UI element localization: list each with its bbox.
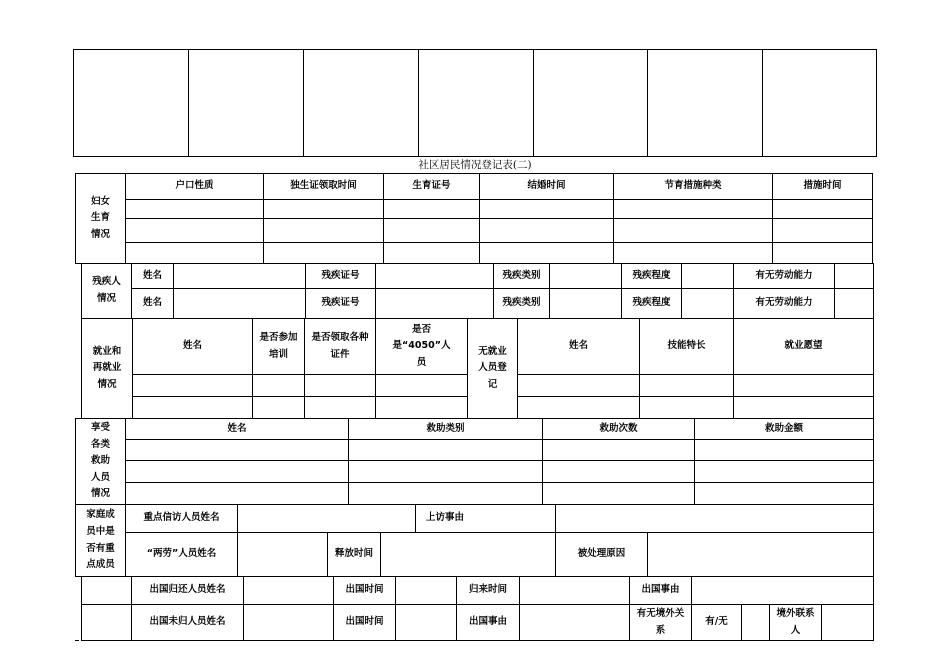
- form-cell: [82, 577, 132, 605]
- form-cell[interactable]: [614, 200, 773, 219]
- top-grid-cell: [419, 50, 534, 157]
- punish-reason-label: 被处理原因: [556, 533, 648, 577]
- employment-section: [81, 318, 874, 419]
- header-contraception-type: 节育措施种类: [614, 174, 773, 200]
- form-cell[interactable]: [126, 461, 349, 483]
- form-cell[interactable]: [376, 289, 494, 319]
- form-cell[interactable]: [835, 289, 874, 319]
- form-cell[interactable]: [550, 289, 622, 319]
- form-cell[interactable]: [174, 264, 306, 289]
- form-cell[interactable]: [695, 440, 874, 461]
- form-cell[interactable]: [381, 533, 556, 577]
- form-cell[interactable]: [384, 219, 480, 243]
- emp-header-certs: 是否领取各种证件: [305, 319, 376, 375]
- form-cell[interactable]: [543, 461, 695, 483]
- form-cell[interactable]: [384, 200, 480, 219]
- form-cell[interactable]: [480, 219, 614, 243]
- disabled-section: [81, 263, 874, 319]
- form-cell[interactable]: [640, 397, 734, 419]
- petition-matter-label: 上访事由: [416, 505, 556, 533]
- header-measure-time: 措施时间: [773, 174, 873, 200]
- relief-header-type: 救助类别: [349, 419, 543, 440]
- form-cell[interactable]: [133, 375, 253, 397]
- form-cell[interactable]: [384, 243, 480, 264]
- form-cell[interactable]: [305, 397, 376, 419]
- form-cell[interactable]: [264, 200, 384, 219]
- form-cell[interactable]: [376, 375, 468, 397]
- form-cell[interactable]: [543, 440, 695, 461]
- form-cell[interactable]: [695, 461, 874, 483]
- form-cell[interactable]: [126, 440, 349, 461]
- disabled-labor-label: 有无劳动能力: [734, 264, 835, 289]
- exit-time-label: 出国时间: [334, 577, 396, 605]
- unemp-header-name: 姓名: [518, 319, 640, 375]
- form-cell[interactable]: [253, 397, 305, 419]
- women-label: 妇女生育情况: [76, 174, 126, 264]
- top-grid: [73, 49, 877, 157]
- form-cell[interactable]: [550, 264, 622, 289]
- exit-reason-label: 出国事由: [630, 577, 692, 605]
- unemp-header-wish: 就业愿望: [734, 319, 874, 375]
- header-license-time: 独生证领取时间: [264, 174, 384, 200]
- form-cell[interactable]: [376, 264, 494, 289]
- form-cell[interactable]: [742, 605, 770, 641]
- exit-reason-label: 出国事由: [457, 605, 520, 641]
- returned-name-label: 出国归还人员姓名: [132, 577, 244, 605]
- form-cell[interactable]: [126, 219, 264, 243]
- form-cell[interactable]: [396, 577, 457, 605]
- disabled-name-label: 姓名: [132, 289, 174, 319]
- form-cell[interactable]: [518, 397, 640, 419]
- header-marriage-time: 结婚时间: [480, 174, 614, 200]
- top-grid-cell: [189, 50, 304, 157]
- key-persons-label: 家庭成员中是否有重点成员: [76, 505, 126, 577]
- disabled-type-label: 残疾类别: [494, 264, 550, 289]
- form-cell[interactable]: [264, 219, 384, 243]
- form-cell[interactable]: [480, 243, 614, 264]
- release-time-label: 释放时间: [328, 533, 381, 577]
- form-cell[interactable]: [773, 219, 873, 243]
- disabled-cert-label: 残疾证号: [306, 289, 376, 319]
- form-cell[interactable]: [682, 289, 734, 319]
- form-cell[interactable]: [133, 397, 253, 419]
- disabled-type-label: 残疾类别: [494, 289, 550, 319]
- form-cell[interactable]: [520, 577, 630, 605]
- form-cell[interactable]: [396, 605, 457, 641]
- form-cell[interactable]: [614, 243, 773, 264]
- form-cell[interactable]: [244, 577, 334, 605]
- relief-label: 享受各类救助人员情况: [76, 419, 126, 505]
- top-grid-cell: [534, 50, 648, 157]
- form-cell[interactable]: [773, 200, 873, 219]
- form-cell[interactable]: [682, 264, 734, 289]
- form-cell[interactable]: [695, 483, 874, 505]
- form-cell: [82, 605, 132, 641]
- return-time-label: 归来时间: [457, 577, 520, 605]
- employment-label: 就业和再就业情况: [82, 319, 133, 419]
- header-birth-cert: 生育证号: [384, 174, 480, 200]
- form-cell[interactable]: [238, 533, 328, 577]
- page-title: 社区居民情况登记表(二): [418, 159, 532, 171]
- abroad-section: [81, 576, 874, 641]
- form-cell[interactable]: [648, 533, 874, 577]
- header-hukou: 户口性质: [126, 174, 264, 200]
- form-cell[interactable]: [692, 577, 874, 605]
- top-grid-cell: [74, 50, 189, 157]
- form-cell[interactable]: [734, 397, 874, 419]
- disabled-degree-label: 残疾程度: [622, 264, 682, 289]
- disabled-label: 残疾人情况: [82, 264, 132, 319]
- women-section: [75, 173, 873, 264]
- form-cell[interactable]: [174, 289, 306, 319]
- emp-header-4050: 是否是“4050”人员: [376, 319, 468, 375]
- two-labor-name-label: “两劳”人员姓名: [126, 533, 238, 577]
- form-cell[interactable]: [126, 243, 264, 264]
- overseas-relation-label: 有无境外关系: [630, 605, 692, 641]
- form-cell[interactable]: [614, 219, 773, 243]
- form-cell[interactable]: [126, 483, 349, 505]
- key-persons-section: [75, 504, 874, 577]
- relief-header-name: 姓名: [126, 419, 349, 440]
- disabled-degree-label: 残疾程度: [622, 289, 682, 319]
- unemployed-label: 无就业人员登记: [468, 319, 518, 419]
- emp-header-name: 姓名: [133, 319, 253, 375]
- relief-header-amount: 救助金额: [695, 419, 874, 440]
- exit-time-label: 出国时间: [334, 605, 396, 641]
- disabled-name-label: 姓名: [132, 264, 174, 289]
- form-cell[interactable]: [773, 243, 873, 264]
- divider: [75, 640, 79, 641]
- yes-no-label: 有/无: [692, 605, 742, 641]
- form-cell[interactable]: [520, 605, 630, 641]
- form-cell[interactable]: [822, 605, 874, 641]
- top-grid-cell: [648, 50, 763, 157]
- form-cell[interactable]: [734, 375, 874, 397]
- relief-section: [75, 418, 874, 505]
- form-cell[interactable]: [556, 505, 874, 533]
- unreturned-name-label: 出国未归人员姓名: [132, 605, 244, 641]
- form-cell[interactable]: [376, 397, 468, 419]
- form-cell[interactable]: [238, 505, 416, 533]
- form-cell[interactable]: [305, 375, 376, 397]
- form-cell[interactable]: [349, 440, 543, 461]
- top-grid-cell: [304, 50, 419, 157]
- form-cell[interactable]: [543, 483, 695, 505]
- relief-header-count: 救助次数: [543, 419, 695, 440]
- form-cell[interactable]: [480, 200, 614, 219]
- form-cell[interactable]: [244, 605, 334, 641]
- disabled-labor-label: 有无劳动能力: [734, 289, 835, 319]
- form-cell[interactable]: [349, 483, 543, 505]
- form-cell[interactable]: [640, 375, 734, 397]
- disabled-cert-label: 残疾证号: [306, 264, 376, 289]
- top-grid-cell: [763, 50, 877, 157]
- form-cell[interactable]: [253, 375, 305, 397]
- form-cell[interactable]: [518, 375, 640, 397]
- unemp-header-skill: 技能特长: [640, 319, 734, 375]
- form-cell[interactable]: [349, 461, 543, 483]
- emp-header-training: 是否参加培训: [253, 319, 305, 375]
- form-cell[interactable]: [835, 264, 874, 289]
- petition-name-label: 重点信访人员姓名: [126, 505, 238, 533]
- form-cell[interactable]: [264, 243, 384, 264]
- form-cell[interactable]: [126, 200, 264, 219]
- overseas-contact-label: 境外联系人: [770, 605, 822, 641]
